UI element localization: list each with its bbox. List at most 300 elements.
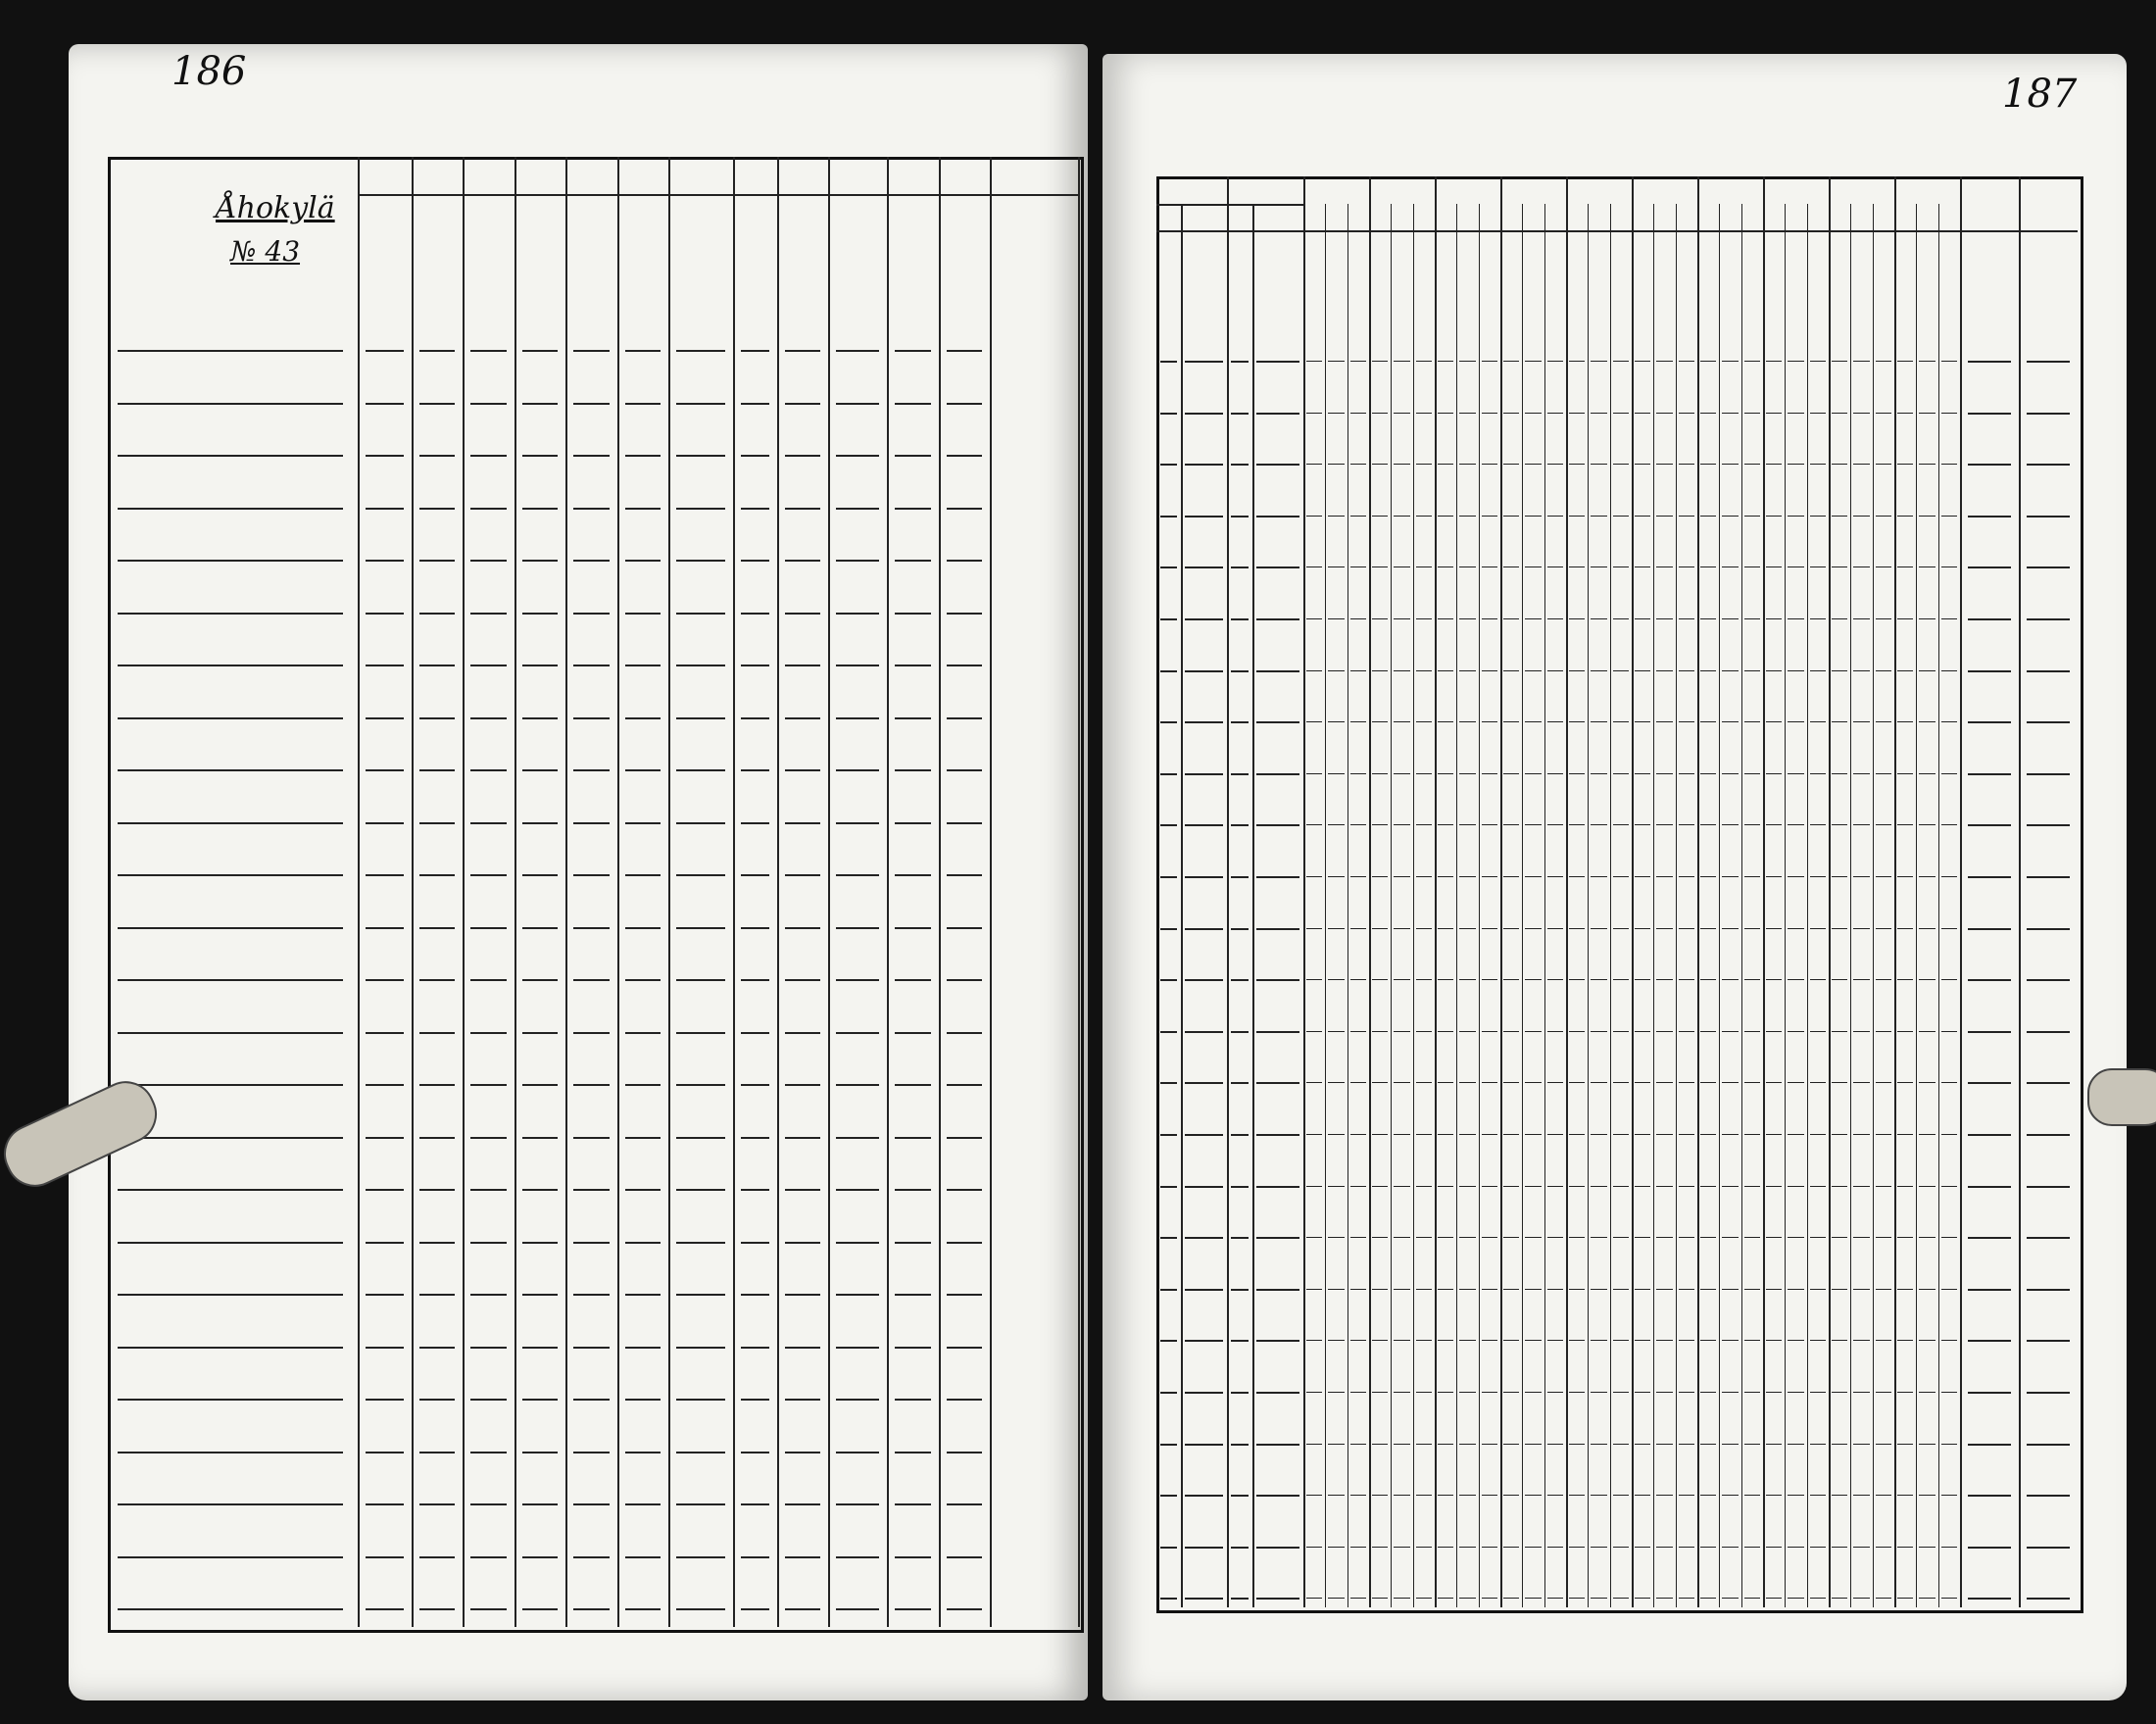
- cell-rule: [1160, 1340, 1177, 1342]
- year-cell-rule: [1635, 1186, 1650, 1187]
- year-cell-rule: [1853, 928, 1869, 929]
- year-cell-rule: [1394, 928, 1409, 929]
- year-cell-rule: [1788, 1031, 1803, 1032]
- year-cell-rule: [1459, 1444, 1475, 1445]
- year-cell-rule: [1525, 979, 1541, 980]
- cell-rule: [895, 1032, 931, 1034]
- name-rule: [118, 455, 343, 457]
- cell-rule: [676, 1084, 725, 1086]
- year-cell-rule: [1591, 1289, 1606, 1290]
- column-line: [514, 157, 516, 1627]
- year-cell-rule: [1416, 618, 1432, 619]
- cell-rule: [895, 717, 931, 719]
- cell-rule: [785, 717, 820, 719]
- cell-rule: [470, 1084, 507, 1086]
- cell-rule: [836, 613, 879, 615]
- cell-rule: [419, 717, 455, 719]
- year-cell-rule: [1350, 1237, 1366, 1238]
- year-cell-rule: [1569, 1547, 1585, 1548]
- year-cell-rule: [1679, 1444, 1694, 1445]
- cell-rule: [676, 1503, 725, 1505]
- year-cell-rule: [1394, 979, 1409, 980]
- year-cell-rule: [1350, 1134, 1366, 1135]
- year-cell-rule: [1919, 1082, 1935, 1083]
- cell-rule: [676, 717, 725, 719]
- year-cell-rule: [1832, 824, 1847, 825]
- cell-rule: [947, 1137, 982, 1139]
- year-cell-rule: [1897, 1598, 1913, 1599]
- cell-rule: [366, 1556, 404, 1558]
- cell-rule: [1185, 1340, 1223, 1342]
- year-cell-rule: [1482, 1444, 1497, 1445]
- year-cell-rule: [1482, 773, 1497, 774]
- year-cell-rule: [1679, 670, 1694, 671]
- year-cell-rule: [1876, 1082, 1891, 1083]
- column-line: [463, 157, 465, 1627]
- year-subline: [1676, 204, 1677, 1607]
- year-cell-rule: [1941, 516, 1957, 517]
- cell-rule: [947, 560, 982, 562]
- cell-rule: [573, 874, 610, 876]
- year-subline: [1588, 204, 1589, 1607]
- year-cell-rule: [1853, 618, 1869, 619]
- year-cell-rule: [1591, 1547, 1606, 1548]
- year-cell-rule: [1613, 1598, 1629, 1599]
- year-cell-rule: [1306, 1186, 1322, 1187]
- cell-rule: [1968, 1340, 2011, 1342]
- year-cell-rule: [1832, 1392, 1847, 1393]
- year-cell-rule: [1372, 979, 1388, 980]
- cell-rule: [1256, 824, 1299, 826]
- year-cell-rule: [1679, 566, 1694, 567]
- year-cell-rule: [1832, 1547, 1847, 1548]
- year-cell-rule: [1832, 1031, 1847, 1032]
- name-rule: [118, 613, 343, 615]
- cell-rule: [1185, 670, 1223, 672]
- year-cell-rule: [1722, 1340, 1738, 1341]
- year-cell-rule: [1810, 1237, 1826, 1238]
- year-cell-rule: [1328, 1082, 1344, 1083]
- year-cell-rule: [1416, 1392, 1432, 1393]
- year-cell-rule: [1700, 979, 1716, 980]
- year-cell-rule: [1810, 464, 1826, 465]
- year-cell-rule: [1503, 464, 1519, 465]
- cell-rule: [895, 1242, 931, 1244]
- year-cell-rule: [1853, 1082, 1869, 1083]
- year-cell-rule: [1503, 1547, 1519, 1548]
- year-cell-rule: [1372, 1289, 1388, 1290]
- year-cell-rule: [1328, 979, 1344, 980]
- column-line: [358, 157, 360, 1627]
- year-cell-rule: [1941, 1186, 1957, 1187]
- year-cell-rule: [1919, 1237, 1935, 1238]
- name-rule: [118, 403, 343, 405]
- cell-rule: [1185, 1598, 1223, 1600]
- year-cell-rule: [1482, 1598, 1497, 1599]
- year-cell-rule: [1679, 618, 1694, 619]
- year-cell-rule: [1700, 876, 1716, 877]
- cell-rule: [1968, 1186, 2011, 1188]
- cell-rule: [1160, 928, 1177, 930]
- year-cell-rule: [1459, 1547, 1475, 1548]
- year-cell-rule: [1941, 928, 1957, 929]
- cell-rule: [573, 1294, 610, 1296]
- year-cell-rule: [1306, 1392, 1322, 1393]
- left-page: [69, 44, 1088, 1700]
- cell-rule: [1160, 824, 1177, 826]
- left-register-table: [108, 157, 1084, 1633]
- year-cell-rule: [1788, 1598, 1803, 1599]
- year-cell-rule: [1679, 876, 1694, 877]
- year-cell-rule: [1372, 1444, 1388, 1445]
- year-cell-rule: [1438, 979, 1453, 980]
- year-cell-rule: [1394, 464, 1409, 465]
- cell-rule: [1185, 824, 1223, 826]
- cell-rule: [1185, 1031, 1223, 1033]
- cell-rule: [573, 1084, 610, 1086]
- year-cell-rule: [1372, 721, 1388, 722]
- cell-rule: [419, 455, 455, 457]
- year-cell-rule: [1853, 1031, 1869, 1032]
- cell-rule: [366, 1347, 404, 1349]
- cell-rule: [419, 560, 455, 562]
- year-cell-rule: [1941, 618, 1957, 619]
- header-divider: [1156, 230, 2078, 232]
- year-cell-rule: [1328, 516, 1344, 517]
- year-cell-rule: [1700, 1495, 1716, 1496]
- cell-rule: [573, 508, 610, 510]
- year-cell-rule: [1766, 1186, 1782, 1187]
- year-cell-rule: [1482, 1082, 1497, 1083]
- cell-rule: [836, 1452, 879, 1453]
- year-cell-rule: [1722, 1392, 1738, 1393]
- year-cell-rule: [1744, 618, 1760, 619]
- cell-rule: [741, 1084, 769, 1086]
- year-cell-rule: [1438, 928, 1453, 929]
- cell-rule: [741, 1294, 769, 1296]
- year-cell-rule: [1525, 1289, 1541, 1290]
- cell-rule: [522, 1137, 558, 1139]
- year-cell-rule: [1482, 1340, 1497, 1341]
- year-cell-rule: [1482, 361, 1497, 362]
- cell-rule: [676, 665, 725, 666]
- year-cell-rule: [1788, 1547, 1803, 1548]
- year-cell-rule: [1547, 618, 1563, 619]
- year-cell-rule: [1416, 464, 1432, 465]
- year-cell-rule: [1744, 721, 1760, 722]
- cell-rule: [1968, 361, 2011, 363]
- cell-rule: [2027, 361, 2070, 363]
- year-cell-rule: [1394, 876, 1409, 877]
- cell-rule: [785, 1137, 820, 1139]
- year-cell-rule: [1744, 1031, 1760, 1032]
- cell-rule: [522, 1452, 558, 1453]
- year-cell-rule: [1876, 1340, 1891, 1341]
- cell-rule: [741, 874, 769, 876]
- year-cell-rule: [1416, 876, 1432, 877]
- year-cell-rule: [1679, 979, 1694, 980]
- year-cell-rule: [1306, 1547, 1322, 1548]
- cell-rule: [522, 455, 558, 457]
- year-cell-rule: [1459, 1237, 1475, 1238]
- cell-rule: [676, 822, 725, 824]
- cell-rule: [573, 1608, 610, 1610]
- year-cell-rule: [1394, 1547, 1409, 1548]
- year-cell-rule: [1700, 1237, 1716, 1238]
- cell-rule: [470, 927, 507, 929]
- year-cell-rule: [1853, 1340, 1869, 1341]
- year-cell-rule: [1722, 721, 1738, 722]
- cell-rule: [676, 769, 725, 771]
- cell-rule: [785, 455, 820, 457]
- year-cell-rule: [1525, 876, 1541, 877]
- year-cell-rule: [1876, 1598, 1891, 1599]
- year-cell-rule: [1853, 413, 1869, 414]
- year-cell-rule: [1372, 1031, 1388, 1032]
- cell-rule: [1231, 876, 1249, 878]
- cell-rule: [1256, 1031, 1299, 1033]
- year-cell-rule: [1438, 1134, 1453, 1135]
- year-cell-rule: [1438, 1237, 1453, 1238]
- year-cell-rule: [1482, 979, 1497, 980]
- cell-rule: [366, 1452, 404, 1453]
- year-cell-rule: [1591, 516, 1606, 517]
- cell-rule: [785, 1242, 820, 1244]
- year-cell-rule: [1788, 979, 1803, 980]
- year-cell-rule: [1394, 413, 1409, 414]
- year-cell-rule: [1788, 1134, 1803, 1135]
- year-cell-rule: [1569, 1031, 1585, 1032]
- cell-rule: [947, 1399, 982, 1401]
- year-cell-rule: [1525, 1495, 1541, 1496]
- cell-rule: [1256, 516, 1299, 517]
- cell-rule: [625, 1347, 661, 1349]
- cell-rule: [1231, 979, 1249, 981]
- cell-rule: [470, 665, 507, 666]
- cell-rule: [836, 717, 879, 719]
- cell-rule: [419, 403, 455, 405]
- year-cell-rule: [1656, 1289, 1672, 1290]
- year-cell-rule: [1613, 1444, 1629, 1445]
- name-rule: [118, 1399, 343, 1401]
- year-cell-rule: [1853, 1237, 1869, 1238]
- cell-rule: [2027, 1186, 2070, 1188]
- year-cell-rule: [1372, 1547, 1388, 1548]
- year-cell-rule: [1569, 773, 1585, 774]
- year-cell-rule: [1679, 1186, 1694, 1187]
- year-cell-rule: [1525, 1444, 1541, 1445]
- year-cell-rule: [1941, 1495, 1957, 1496]
- name-rule: [118, 717, 343, 719]
- year-cell-rule: [1832, 1340, 1847, 1341]
- cell-rule: [419, 1084, 455, 1086]
- year-cell-rule: [1766, 876, 1782, 877]
- year-cell-rule: [1897, 721, 1913, 722]
- year-cell-rule: [1416, 1444, 1432, 1445]
- year-cell-rule: [1328, 928, 1344, 929]
- year-cell-rule: [1810, 516, 1826, 517]
- cell-rule: [625, 822, 661, 824]
- cell-rule: [1968, 928, 2011, 930]
- year-cell-rule: [1766, 516, 1782, 517]
- cell-rule: [1968, 1237, 2011, 1239]
- cell-rule: [785, 1556, 820, 1558]
- year-cell-rule: [1635, 566, 1650, 567]
- year-cell-rule: [1591, 1598, 1606, 1599]
- year-cell-rule: [1350, 773, 1366, 774]
- cell-rule: [625, 403, 661, 405]
- cell-rule: [1256, 618, 1299, 620]
- name-rule: [118, 560, 343, 562]
- year-cell-rule: [1788, 773, 1803, 774]
- cell-rule: [1185, 1444, 1223, 1446]
- year-cell-rule: [1328, 464, 1344, 465]
- cell-rule: [419, 874, 455, 876]
- year-cell-rule: [1656, 721, 1672, 722]
- cell-rule: [836, 560, 879, 562]
- cell-rule: [470, 1503, 507, 1505]
- cell-rule: [1231, 721, 1249, 723]
- year-cell-rule: [1679, 1392, 1694, 1393]
- cell-rule: [625, 560, 661, 562]
- year-cell-rule: [1766, 1031, 1782, 1032]
- cell-rule: [419, 1503, 455, 1505]
- cell-rule: [1968, 824, 2011, 826]
- cell-rule: [1185, 361, 1223, 363]
- cell-rule: [676, 455, 725, 457]
- year-cell-rule: [1591, 1392, 1606, 1393]
- year-cell-rule: [1876, 618, 1891, 619]
- cell-rule: [836, 1294, 879, 1296]
- year-cell-rule: [1525, 361, 1541, 362]
- year-cell-rule: [1919, 618, 1935, 619]
- cell-rule: [836, 1503, 879, 1505]
- year-subline: [1522, 204, 1523, 1607]
- cell-rule: [785, 1608, 820, 1610]
- year-cell-rule: [1547, 361, 1563, 362]
- year-cell-rule: [1569, 670, 1585, 671]
- cell-rule: [741, 1399, 769, 1401]
- cell-rule: [470, 769, 507, 771]
- cell-rule: [2027, 721, 2070, 723]
- year-cell-rule: [1810, 1547, 1826, 1548]
- year-subline: [1456, 204, 1457, 1607]
- cell-rule: [1231, 413, 1249, 415]
- year-cell-rule: [1635, 1444, 1650, 1445]
- year-cell-rule: [1919, 516, 1935, 517]
- cell-rule: [676, 874, 725, 876]
- year-cell-rule: [1679, 361, 1694, 362]
- year-cell-rule: [1876, 876, 1891, 877]
- cell-rule: [1231, 824, 1249, 826]
- cell-rule: [741, 979, 769, 981]
- cell-rule: [1256, 1134, 1299, 1136]
- cell-rule: [895, 1137, 931, 1139]
- cell-rule: [366, 822, 404, 824]
- year-cell-rule: [1766, 1547, 1782, 1548]
- name-rule: [118, 1608, 343, 1610]
- cell-rule: [895, 822, 931, 824]
- cell-rule: [1231, 1134, 1249, 1136]
- year-cell-rule: [1876, 1237, 1891, 1238]
- year-cell-rule: [1919, 1392, 1935, 1393]
- name-rule: [118, 1189, 343, 1191]
- year-cell-rule: [1394, 1340, 1409, 1341]
- cell-rule: [741, 1032, 769, 1034]
- cell-rule: [366, 1242, 404, 1244]
- year-cell-rule: [1941, 721, 1957, 722]
- year-cell-rule: [1722, 464, 1738, 465]
- year-cell-rule: [1853, 1444, 1869, 1445]
- year-cell-rule: [1569, 1134, 1585, 1135]
- year-cell-rule: [1766, 824, 1782, 825]
- year-cell-rule: [1525, 824, 1541, 825]
- cell-rule: [947, 1347, 982, 1349]
- cell-rule: [1160, 464, 1177, 466]
- year-cell-rule: [1350, 413, 1366, 414]
- year-cell-rule: [1328, 876, 1344, 877]
- cell-rule: [836, 1084, 879, 1086]
- year-cell-rule: [1372, 773, 1388, 774]
- column-line: [1252, 204, 1254, 1607]
- cell-rule: [947, 1556, 982, 1558]
- year-cell-rule: [1613, 1237, 1629, 1238]
- cell-rule: [625, 1084, 661, 1086]
- year-cell-rule: [1613, 1082, 1629, 1083]
- year-cell-rule: [1503, 1289, 1519, 1290]
- year-cell-rule: [1635, 1082, 1650, 1083]
- cell-rule: [419, 1347, 455, 1349]
- year-cell-rule: [1613, 618, 1629, 619]
- cell-rule: [1185, 721, 1223, 723]
- cell-rule: [1185, 876, 1223, 878]
- cell-rule: [1231, 1444, 1249, 1446]
- year-cell-rule: [1569, 721, 1585, 722]
- year-cell-rule: [1832, 464, 1847, 465]
- year-cell-rule: [1766, 618, 1782, 619]
- cell-rule: [522, 1556, 558, 1558]
- year-cell-rule: [1438, 824, 1453, 825]
- year-cell-rule: [1306, 1340, 1322, 1341]
- year-cell-rule: [1656, 824, 1672, 825]
- year-cell-rule: [1525, 928, 1541, 929]
- year-cell-rule: [1482, 1186, 1497, 1187]
- name-rule: [118, 1032, 343, 1034]
- year-cell-rule: [1306, 413, 1322, 414]
- cell-rule: [676, 1137, 725, 1139]
- cell-rule: [741, 1556, 769, 1558]
- year-cell-rule: [1306, 464, 1322, 465]
- year-cell-rule: [1700, 1134, 1716, 1135]
- name-rule: [118, 1137, 343, 1139]
- year-cell-rule: [1832, 928, 1847, 929]
- year-column-line: [1369, 176, 1371, 1607]
- year-cell-rule: [1394, 1237, 1409, 1238]
- cell-rule: [470, 613, 507, 615]
- year-cell-rule: [1897, 1031, 1913, 1032]
- year-cell-rule: [1810, 1031, 1826, 1032]
- year-cell-rule: [1438, 516, 1453, 517]
- year-cell-rule: [1416, 721, 1432, 722]
- year-cell-rule: [1503, 1340, 1519, 1341]
- year-cell-rule: [1656, 876, 1672, 877]
- cell-rule: [836, 665, 879, 666]
- year-cell-rule: [1328, 1237, 1344, 1238]
- cell-rule: [1231, 1237, 1249, 1239]
- year-cell-rule: [1656, 1598, 1672, 1599]
- year-cell-rule: [1394, 361, 1409, 362]
- cell-rule: [676, 560, 725, 562]
